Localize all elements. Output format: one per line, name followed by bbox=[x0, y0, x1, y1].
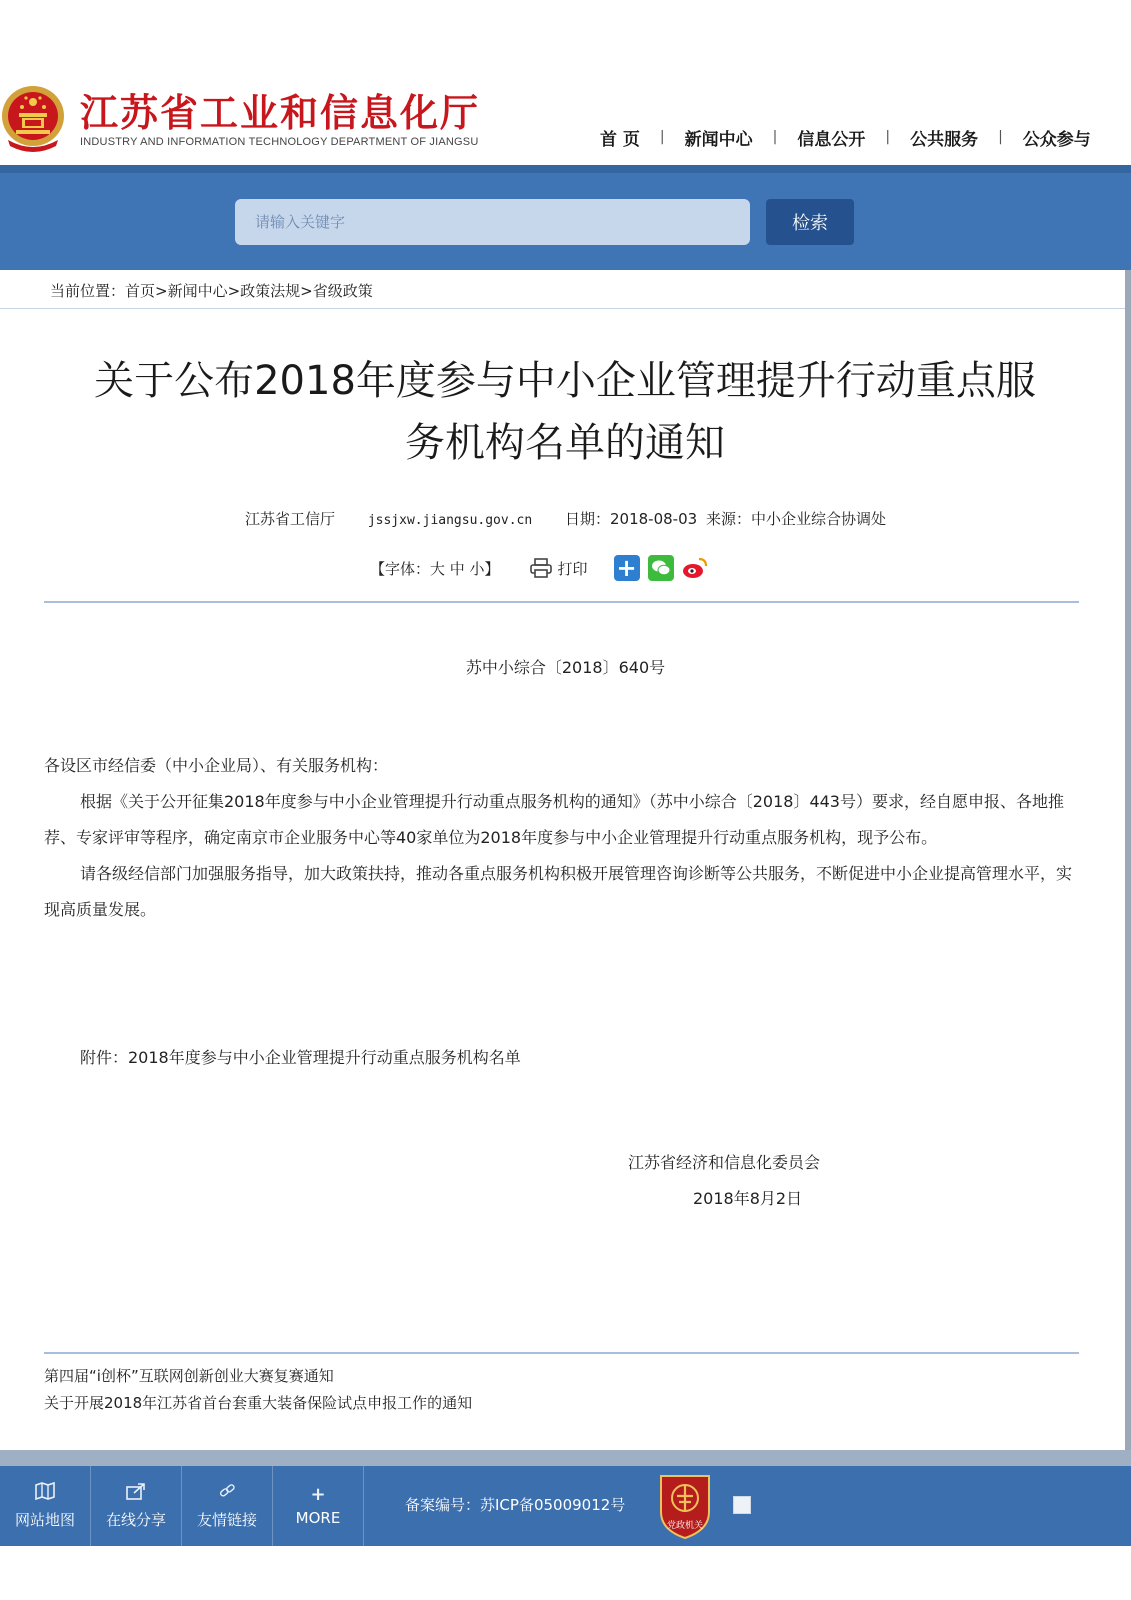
search-button[interactable]: 检索 bbox=[766, 199, 854, 245]
article-source: 来源：中小企业综合协调处 bbox=[705, 510, 886, 528]
related-link[interactable]: 第四届“i创杯”互联网创新创业大赛复赛通知 bbox=[44, 1367, 334, 1385]
footer-links-button[interactable] bbox=[182, 1466, 273, 1546]
link-icon bbox=[217, 1482, 237, 1505]
footer-sitemap-button[interactable] bbox=[0, 1466, 91, 1546]
related-link[interactable]: 关于开展2018年江苏省首台套重大装备保险试点申报工作的通知 bbox=[44, 1394, 473, 1412]
font-size-switch[interactable]: 【字体：大 中 小】 bbox=[370, 559, 500, 578]
article-site: jssjxw.jiangsu.gov.cn bbox=[367, 513, 533, 528]
article-date: 日期：2018-08-03 bbox=[564, 510, 698, 528]
page-right-edge bbox=[1125, 270, 1131, 1450]
nav-info-disclosure[interactable]: 信息公开 bbox=[797, 129, 866, 150]
print-icon[interactable] bbox=[530, 558, 552, 578]
article-divider bbox=[44, 601, 1079, 603]
footer-top-strip bbox=[0, 1450, 1131, 1466]
nav-home[interactable]: 首 页 bbox=[600, 129, 640, 150]
search-input[interactable] bbox=[235, 199, 750, 245]
share-icon bbox=[126, 1482, 146, 1505]
nav-public-participation[interactable]: 公众参与 bbox=[1022, 129, 1091, 150]
main-nav bbox=[600, 124, 1091, 150]
footer-button-label: 在线分享 bbox=[105, 1511, 166, 1529]
plus-icon: + bbox=[310, 1484, 326, 1505]
party-government-badge-icon[interactable] bbox=[655, 1472, 715, 1540]
weibo-icon[interactable] bbox=[682, 555, 708, 581]
badge-text: 党政机关 bbox=[666, 1521, 704, 1531]
broken-image-icon bbox=[733, 1496, 751, 1514]
nav-separator: | bbox=[885, 129, 891, 145]
related-links bbox=[44, 1363, 472, 1417]
plus-share-icon[interactable]: + bbox=[614, 555, 640, 581]
paragraph: 根据《关于公开征集2018年度参与中小企业管理提升行动重点服务机构的通知》（苏中小综合〔2018〕443号）要求，经自愿申报、各地推荐、专家评审等程序，确定南京市企业服务中心等40家单位为2018年度参与中小企业管理提升行动重点服务机构，现予公布。 bbox=[44, 792, 1064, 847]
nav-news-center[interactable]: 新闻中心 bbox=[684, 129, 753, 150]
article-publisher: 江苏省工信厅 bbox=[245, 510, 336, 528]
footer-button-label: 友情链接 bbox=[196, 1511, 257, 1529]
footer-more-button[interactable] bbox=[273, 1466, 364, 1546]
print-button[interactable]: 打印 bbox=[557, 559, 588, 578]
salutation: 各设区市经信委（中小企业局）、有关服务机构： bbox=[44, 756, 389, 775]
banner-top-shade bbox=[0, 165, 1131, 173]
attachment-link[interactable]: 附件：2018年度参与中小企业管理提升行动重点服务机构名单 bbox=[80, 1048, 521, 1067]
wechat-icon[interactable] bbox=[648, 555, 674, 581]
national-emblem-icon[interactable] bbox=[0, 82, 66, 154]
site-title[interactable]: 江苏省工业和信息化厅 bbox=[80, 90, 481, 135]
breadcrumb[interactable]: 当前位置：首页>新闻中心>政策法规>省级政策 bbox=[50, 282, 373, 300]
document-number: 苏中小综合〔2018〕640号 bbox=[465, 658, 666, 677]
related-divider bbox=[44, 1352, 1079, 1354]
nav-separator: | bbox=[998, 129, 1003, 145]
article-meta bbox=[0, 508, 1131, 529]
site-subtitle: INDUSTRY AND INFORMATION TECHNOLOGY DEPARTMENT OF JIANGSU bbox=[80, 136, 479, 148]
icp-record[interactable]: 备案编号：苏ICP备05009012号 bbox=[405, 1496, 626, 1514]
attachment-line bbox=[44, 1040, 1084, 1076]
article-body bbox=[44, 748, 1084, 928]
footer-button-label: MORE bbox=[295, 1509, 341, 1527]
article-title bbox=[40, 350, 1090, 474]
article-title-line: 务机构名单的通知 bbox=[405, 420, 725, 466]
article-title-line: 关于公布2018年度参与中小企业管理提升行动重点服 bbox=[94, 358, 1036, 404]
article-tools bbox=[370, 553, 716, 583]
map-icon bbox=[35, 1482, 55, 1505]
nav-separator: | bbox=[659, 129, 665, 145]
paragraph: 请各级经信部门加强服务指导，加大政策扶持，推动各重点服务机构积极开展管理咨询诊断等公共服务，不断促进中小企业提高管理水平，实现高质量发展。 bbox=[44, 864, 1073, 919]
signature-org: 江苏省经济和信息化委员会 bbox=[628, 1153, 821, 1172]
footer-share-button[interactable] bbox=[91, 1466, 182, 1546]
footer-button-label: 网站地图 bbox=[14, 1511, 75, 1529]
signature-date: 2018年8月2日 bbox=[693, 1189, 803, 1208]
nav-public-service[interactable]: 公共服务 bbox=[910, 129, 979, 150]
nav-separator: | bbox=[772, 129, 778, 145]
